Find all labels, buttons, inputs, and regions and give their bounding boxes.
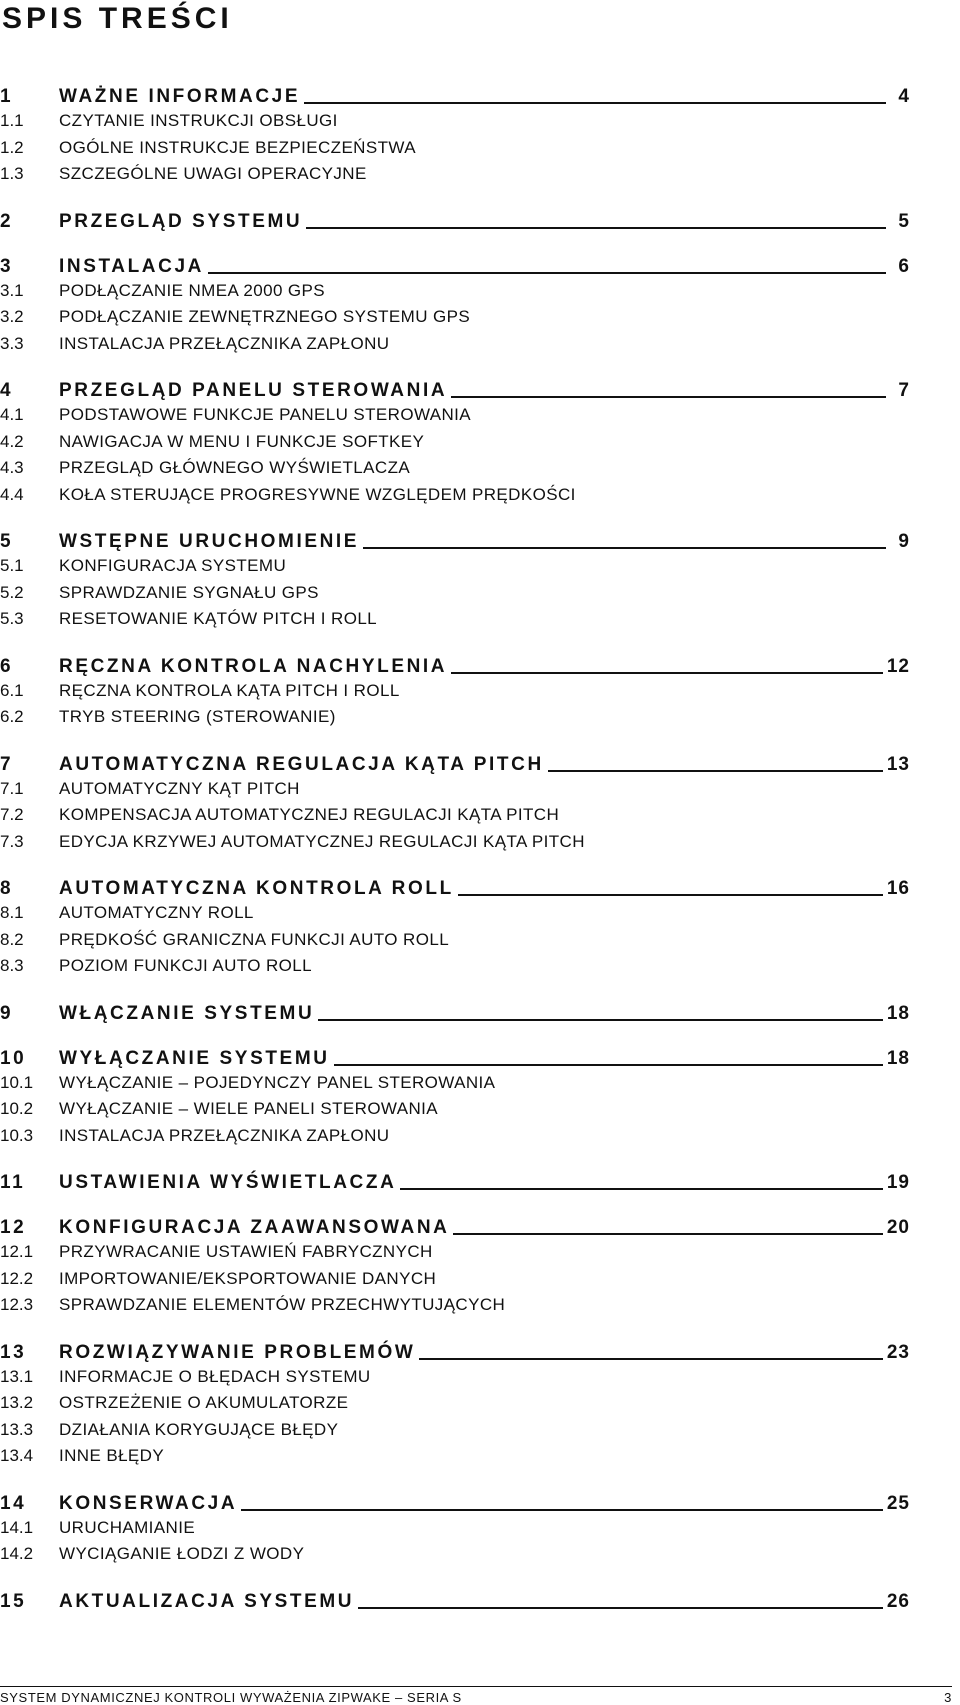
- subsection-title: DZIAŁANIA KORYGUJĄCE BŁĘDY: [59, 1419, 339, 1439]
- section-title: PRZEGLĄD SYSTEMU: [59, 210, 303, 232]
- section-number: 14: [0, 1492, 27, 1514]
- subsection-number: 5.2: [0, 582, 24, 602]
- toc-subsection[interactable]: [0, 1541, 910, 1568]
- toc-subsection[interactable]: [0, 304, 910, 331]
- subsection-number: 12.3: [0, 1295, 34, 1315]
- section-number: 7: [0, 753, 14, 775]
- section-title: AKTUALIZACJA SYSTEMU: [59, 1590, 355, 1612]
- subsection-title: PRZEGLĄD GŁÓWNEGO WYŚWIETLACZA: [59, 458, 411, 478]
- subsection-title: WYŁĄCZANIE – POJEDYNCZY PANEL STEROWANIA: [59, 1072, 496, 1092]
- subsection-title: INFORMACJE O BŁĘDACH SYSTEMU: [59, 1366, 371, 1386]
- subsection-number: 3.2: [0, 307, 24, 327]
- leader-line: [208, 271, 886, 274]
- subsection-number: 10.1: [0, 1072, 34, 1092]
- toc-section-heading[interactable]: [0, 248, 910, 278]
- subsection-number: 13.2: [0, 1393, 34, 1413]
- toc-subsection[interactable]: [0, 953, 910, 980]
- subsection-number: 8.3: [0, 956, 24, 976]
- section-page-number: 25: [886, 1492, 910, 1514]
- toc-section: [0, 523, 910, 633]
- subsection-number: 7.3: [0, 831, 24, 851]
- subsection-title: INNE BŁĘDY: [59, 1446, 165, 1466]
- toc-section: [0, 78, 910, 188]
- toc-subsection[interactable]: [0, 829, 910, 856]
- toc-section-heading[interactable]: [0, 1164, 910, 1194]
- section-number: 6: [0, 655, 14, 677]
- subsection-number: 4.1: [0, 405, 24, 425]
- toc-section: [0, 1164, 910, 1194]
- subsection-title: SPRAWDZANIE ELEMENTÓW PRZECHWYTUJĄCYCH: [59, 1295, 506, 1315]
- section-page-number: 4: [898, 86, 910, 107]
- toc-subsection[interactable]: [0, 135, 910, 162]
- subsection-title: TRYB STEERING (STEROWANIE): [59, 707, 336, 727]
- subsection-title: POZIOM FUNKCJI AUTO ROLL: [59, 956, 312, 976]
- toc-section: [0, 203, 910, 233]
- subsection-title: RĘCZNA KONTROLA KĄTA PITCH I ROLL: [59, 680, 400, 700]
- section-number: 2: [0, 210, 14, 232]
- subsection-number: 4.2: [0, 431, 24, 451]
- toc-subsection[interactable]: [0, 1443, 910, 1470]
- leader-line: [318, 1018, 883, 1021]
- toc-subsection[interactable]: [0, 402, 910, 429]
- page-title: SPIS TREŚCI: [2, 2, 233, 35]
- section-number: 11: [0, 1172, 26, 1193]
- subsection-number: 3.1: [0, 280, 24, 300]
- section-page-number: 13: [886, 753, 910, 775]
- section-page-number: 5: [898, 210, 910, 232]
- subsection-title: PODŁĄCZANIE ZEWNĘTRZNEGO SYSTEMU GPS: [59, 307, 471, 327]
- leader-line: [306, 226, 886, 229]
- toc-section-heading[interactable]: [0, 870, 910, 900]
- toc-subsection[interactable]: [0, 108, 910, 135]
- toc-section-heading[interactable]: [0, 746, 910, 776]
- subsection-title: PODSTAWOWE FUNKCJE PANELU STEROWANIA: [59, 405, 472, 425]
- toc-subsection[interactable]: [0, 1070, 910, 1097]
- section-page-number: 18: [886, 1047, 910, 1069]
- toc-section: [0, 1583, 910, 1613]
- section-number: 4: [0, 380, 14, 401]
- section-title: WŁĄCZANIE SYSTEMU: [59, 1002, 315, 1024]
- toc-subsection[interactable]: [0, 1292, 910, 1319]
- subsection-title: PODŁĄCZANIE NMEA 2000 GPS: [59, 280, 326, 300]
- toc-subsection[interactable]: [0, 1123, 910, 1150]
- toc-section: [0, 372, 910, 508]
- section-page-number: 20: [886, 1217, 910, 1238]
- subsection-number: 12.1: [0, 1242, 34, 1262]
- toc-section-heading[interactable]: [0, 372, 910, 402]
- section-page-number: 18: [886, 1002, 910, 1024]
- subsection-title: INSTALACJA PRZEŁĄCZNIKA ZAPŁONU: [59, 1125, 390, 1145]
- section-number: 5: [0, 531, 14, 552]
- toc-section: [0, 648, 910, 731]
- leader-line: [334, 1063, 883, 1066]
- subsection-title: SPRAWDZANIE SYGNAŁU GPS: [59, 582, 319, 602]
- leader-line: [458, 893, 883, 896]
- leader-line: [419, 1357, 882, 1360]
- section-number: 10: [0, 1047, 27, 1069]
- subsection-number: 4.4: [0, 484, 24, 504]
- section-title: KONSERWACJA: [59, 1492, 238, 1514]
- section-number: 13: [0, 1341, 27, 1363]
- leader-line: [358, 1606, 883, 1609]
- section-page-number: 19: [886, 1172, 910, 1193]
- table-of-contents: [0, 78, 910, 1628]
- toc-section: [0, 870, 910, 980]
- subsection-number: 1.1: [0, 111, 24, 131]
- subsection-title: KOŁA STERUJĄCE PROGRESYWNE WZGLĘDEM PRĘDKOŚCI: [59, 484, 576, 504]
- section-page-number: 16: [886, 878, 910, 899]
- page-footer: [0, 1686, 952, 1705]
- subsection-title: WYŁĄCZANIE – WIELE PANELI STEROWANIA: [59, 1099, 439, 1119]
- subsection-title: EDYCJA KRZYWEJ AUTOMATYCZNEJ REGULACJI KĄTA PITCH: [59, 831, 585, 851]
- subsection-number: 14.2: [0, 1544, 34, 1564]
- section-title: AUTOMATYCZNA KONTROLA ROLL: [59, 878, 454, 899]
- subsection-title: AUTOMATYCZNY KĄT PITCH: [59, 778, 300, 798]
- toc-subsection[interactable]: [0, 580, 910, 607]
- toc-subsection[interactable]: [0, 1239, 910, 1266]
- subsection-title: KOMPENSACJA AUTOMATYCZNEJ REGULACJI KĄTA PITCH: [59, 805, 560, 825]
- subsection-number: 12.2: [0, 1268, 34, 1288]
- toc-subsection[interactable]: [0, 482, 910, 509]
- toc-subsection[interactable]: [0, 678, 910, 705]
- subsection-title: PRZYWRACANIE USTAWIEŃ FABRYCZNYCH: [59, 1242, 433, 1262]
- subsection-title: NAWIGACJA W MENU I FUNKCJE SOFTKEY: [59, 431, 425, 451]
- toc-subsection[interactable]: [0, 900, 910, 927]
- toc-section-heading[interactable]: [0, 1485, 910, 1515]
- toc-section: [0, 1209, 910, 1319]
- toc-subsection[interactable]: [0, 802, 910, 829]
- toc-subsection[interactable]: [0, 429, 910, 456]
- toc-section-heading[interactable]: [0, 648, 910, 678]
- subsection-title: RESETOWANIE KĄTÓW PITCH I ROLL: [59, 609, 378, 629]
- section-title: WAŻNE INFORMACJE: [59, 86, 301, 107]
- section-title: INSTALACJA: [59, 255, 204, 277]
- leader-line: [400, 1187, 882, 1190]
- leader-line: [453, 1232, 882, 1235]
- subsection-title: URUCHAMIANIE: [59, 1517, 196, 1537]
- subsection-number: 10.3: [0, 1125, 34, 1145]
- leader-line: [548, 769, 883, 772]
- section-title: USTAWIENIA WYŚWIETLACZA: [59, 1172, 397, 1193]
- toc-section-heading[interactable]: [0, 1040, 910, 1070]
- subsection-number: 13.3: [0, 1419, 34, 1439]
- subsection-number: 5.1: [0, 556, 24, 576]
- toc-subsection[interactable]: [0, 553, 910, 580]
- subsection-number: 8.1: [0, 903, 24, 923]
- toc-subsection[interactable]: [0, 1417, 910, 1444]
- leader-line: [451, 395, 886, 398]
- toc-section-heading[interactable]: [0, 523, 910, 553]
- toc-section: [0, 248, 910, 358]
- toc-subsection[interactable]: [0, 1096, 910, 1123]
- section-page-number: 7: [898, 380, 910, 401]
- section-page-number: 12: [886, 655, 910, 677]
- section-title: KONFIGURACJA ZAAWANSOWANA: [59, 1217, 450, 1238]
- section-number: 12: [0, 1217, 27, 1238]
- toc-section: [0, 746, 910, 856]
- toc-subsection[interactable]: [0, 1266, 910, 1293]
- subsection-title: OGÓLNE INSTRUKCJE BEZPIECZEŃSTWA: [59, 137, 416, 157]
- leader-line: [363, 546, 886, 549]
- toc-subsection[interactable]: [0, 776, 910, 803]
- section-number: 8: [0, 878, 14, 899]
- leader-line: [241, 1508, 883, 1511]
- section-title: ROZWIĄZYWANIE PROBLEMÓW: [59, 1341, 416, 1363]
- subsection-number: 10.2: [0, 1099, 34, 1119]
- toc-section-heading[interactable]: [0, 995, 910, 1025]
- toc-section-heading[interactable]: [0, 1209, 910, 1239]
- section-page-number: 23: [886, 1341, 910, 1363]
- toc-section-heading[interactable]: [0, 203, 910, 233]
- toc-subsection[interactable]: [0, 455, 910, 482]
- toc-subsection[interactable]: [0, 1364, 910, 1391]
- subsection-title: INSTALACJA PRZEŁĄCZNIKA ZAPŁONU: [59, 333, 390, 353]
- section-page-number: 26: [886, 1590, 910, 1612]
- subsection-number: 13.4: [0, 1446, 34, 1466]
- subsection-title: OSTRZEŻENIE O AKUMULATORZE: [59, 1393, 349, 1413]
- subsection-number: 3.3: [0, 333, 24, 353]
- section-title: WYŁĄCZANIE SYSTEMU: [59, 1047, 330, 1069]
- subsection-number: 6.2: [0, 707, 24, 727]
- toc-section-heading[interactable]: [0, 78, 910, 108]
- subsection-number: 14.1: [0, 1517, 34, 1537]
- subsection-number: 7.2: [0, 805, 24, 825]
- section-title: PRZEGLĄD PANELU STEROWANIA: [59, 380, 448, 401]
- section-number: 1: [0, 86, 14, 107]
- toc-section: [0, 995, 910, 1025]
- toc-section-heading[interactable]: [0, 1334, 910, 1364]
- section-page-number: 9: [898, 531, 910, 552]
- toc-section: [0, 1334, 910, 1470]
- subsection-title: AUTOMATYCZNY ROLL: [59, 903, 254, 923]
- toc-subsection[interactable]: [0, 704, 910, 731]
- toc-subsection[interactable]: [0, 331, 910, 358]
- subsection-number: 4.3: [0, 458, 24, 478]
- section-number: 15: [0, 1590, 27, 1612]
- toc-subsection[interactable]: [0, 278, 910, 305]
- toc-section: [0, 1040, 910, 1150]
- footer-page-number: 3: [944, 1690, 952, 1705]
- subsection-number: 13.1: [0, 1366, 34, 1386]
- subsection-title: IMPORTOWANIE/EKSPORTOWANIE DANYCH: [59, 1268, 437, 1288]
- toc-subsection[interactable]: [0, 1390, 910, 1417]
- toc-subsection[interactable]: [0, 927, 910, 954]
- subsection-title: PRĘDKOŚĆ GRANICZNA FUNKCJI AUTO ROLL: [59, 929, 450, 949]
- section-title: WSTĘPNE URUCHOMIENIE: [59, 531, 360, 552]
- section-number: 3: [0, 255, 14, 277]
- subsection-number: 7.1: [0, 778, 24, 798]
- leader-line: [451, 671, 883, 674]
- toc-subsection[interactable]: [0, 1515, 910, 1542]
- subsection-number: 8.2: [0, 929, 24, 949]
- section-title: RĘCZNA KONTROLA NACHYLENIA: [59, 655, 448, 677]
- subsection-title: CZYTANIE INSTRUKCJI OBSŁUGI: [59, 111, 338, 131]
- toc-subsection[interactable]: [0, 606, 910, 633]
- toc-subsection[interactable]: [0, 161, 910, 188]
- subsection-number: 5.3: [0, 609, 24, 629]
- subsection-title: KONFIGURACJA SYSTEMU: [59, 556, 287, 576]
- section-title: AUTOMATYCZNA REGULACJA KĄTA PITCH: [59, 753, 544, 775]
- subsection-number: 6.1: [0, 680, 24, 700]
- subsection-number: 1.3: [0, 164, 24, 184]
- leader-line: [304, 101, 886, 104]
- footer-document-title: SYSTEM DYNAMICZNEJ KONTROLI WYWAŻENIA ZIPWAKE – SERIA S: [0, 1690, 462, 1705]
- section-number: 9: [0, 1002, 14, 1024]
- section-page-number: 6: [898, 255, 910, 277]
- subsection-number: 1.2: [0, 137, 24, 157]
- toc-section-heading[interactable]: [0, 1583, 910, 1613]
- subsection-title: WYCIĄGANIE ŁODZI Z WODY: [59, 1544, 305, 1564]
- toc-section: [0, 1485, 910, 1568]
- subsection-title: SZCZEGÓLNE UWAGI OPERACYJNE: [59, 164, 367, 184]
